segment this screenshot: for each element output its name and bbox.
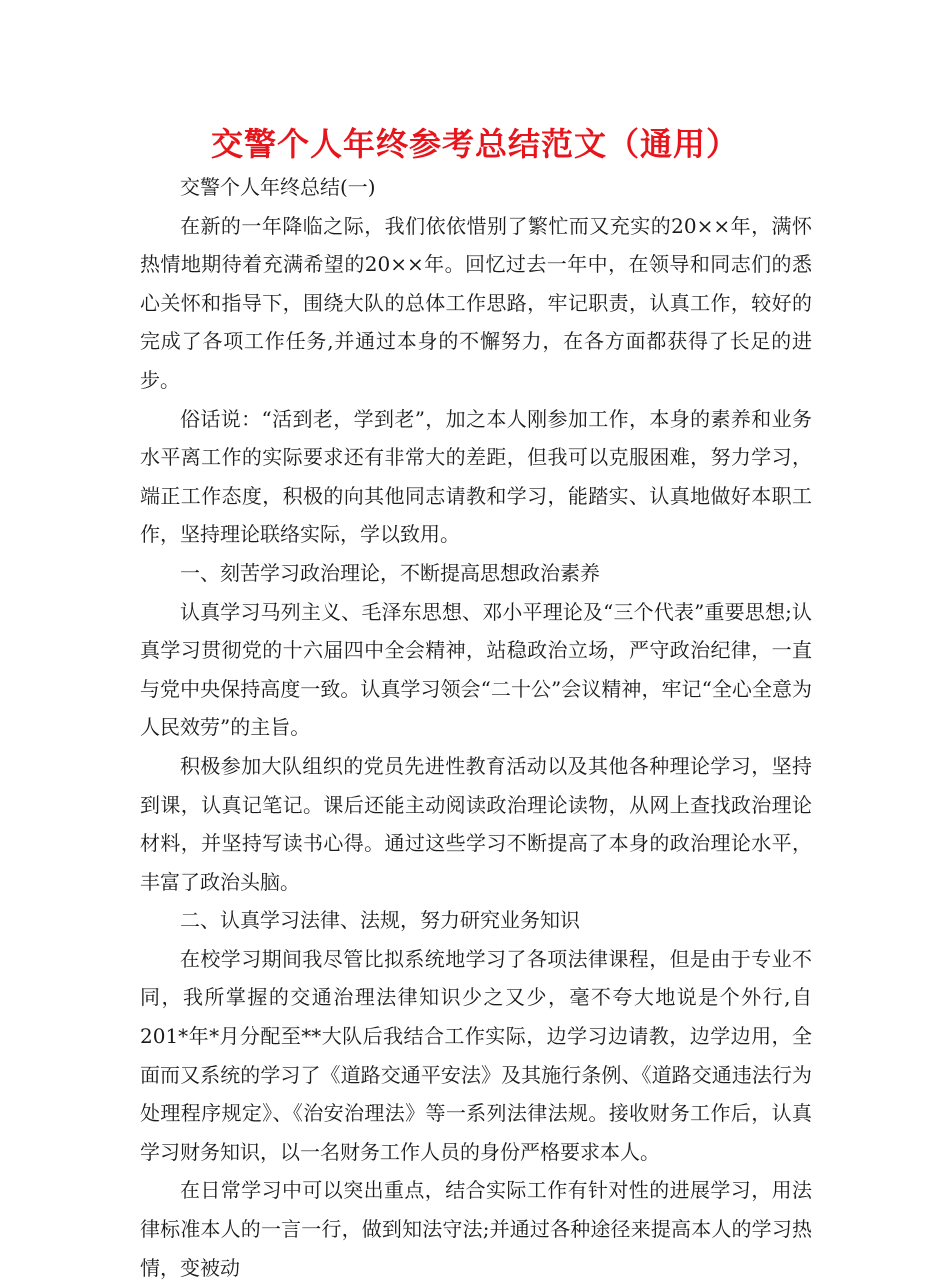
- document-body: [140, 168, 812, 1287]
- section-heading: 交警个人年终总结(一): [180, 175, 376, 199]
- paragraph: 在新的一年降临之际，我们依依惜别了繁忙而又充实的20××年，满怀热情地期待着充满希望的20××年。回忆过去一年中，在领导和同志们的悉心关怀和指导下，围绕大队的总体工作思路，牢记职责，认真工作，较好的完成了各项工作任务,并通过本身的不懈努力，在各方面都获得了长足的进步。: [140, 213, 812, 392]
- paragraph: 在日常学习中可以突出重点，结合实际工作有针对性的进展学习，用法律标准本人的一言一行，做到知法守法;并通过各种途径来提高本人的学习热情，变被动: [140, 1178, 812, 1280]
- section-heading: 一、刻苦学习政治理论，不断提高思想政治素养: [180, 560, 600, 585]
- paragraph: 积极参加大队组织的党员先进性教育活动以及其他各种理论学习，坚持到课，认真记笔记。课后还能主动阅读政治理论读物，从网上查找政治理论材料，并坚持写读书心得。通过这些学习不断提高了本身的政治理论水平，丰富了政治头脑。: [140, 753, 812, 894]
- paragraph: 认真学习马列主义、毛泽东思想、邓小平理论及“三个代表”重要思想;认真学习贯彻党的十六届四中全会精神，站稳政治立场，严守政治纪律，一直与党中央保持高度一致。认真学习领会“二十公”会议精神，牢记“全心全意为人民效劳”的主旨。: [140, 599, 812, 740]
- document-title: 交警个人年终参考总结范文（通用）: [210, 125, 739, 163]
- paragraph: 俗话说：“活到老，学到老”，加之本人刚参加工作，本身的素养和业务水平离工作的实际要求还有非常大的差距，但我可以克服困难，努力学习，端正工作态度，积极的向其他同志请教和学习，能踏实、认真地做好本职工作，坚持理论联络实际，学以致用。: [140, 406, 812, 547]
- paragraph: 在校学习期间我尽管比拟系统地学习了各项法律课程，但是由于专业不同，我所掌握的交通治理法律知识少之又少，毫不夸大地说是个外行,自201*年*月分配至**大队后我结合工作实际，边学习边请教，边学边用，全面而又系统的学习了《道路交通平安法》及其施行条例、《道路交通违法行为处理程序规定》、《治安治理法》等一系列法律法规。接收财务工作后，认真学习财务知识，以一名财务工作人员的身份严格要求本人。: [140, 946, 812, 1164]
- section-heading: 二、认真学习法律、法规，努力研究业务知识: [180, 908, 580, 933]
